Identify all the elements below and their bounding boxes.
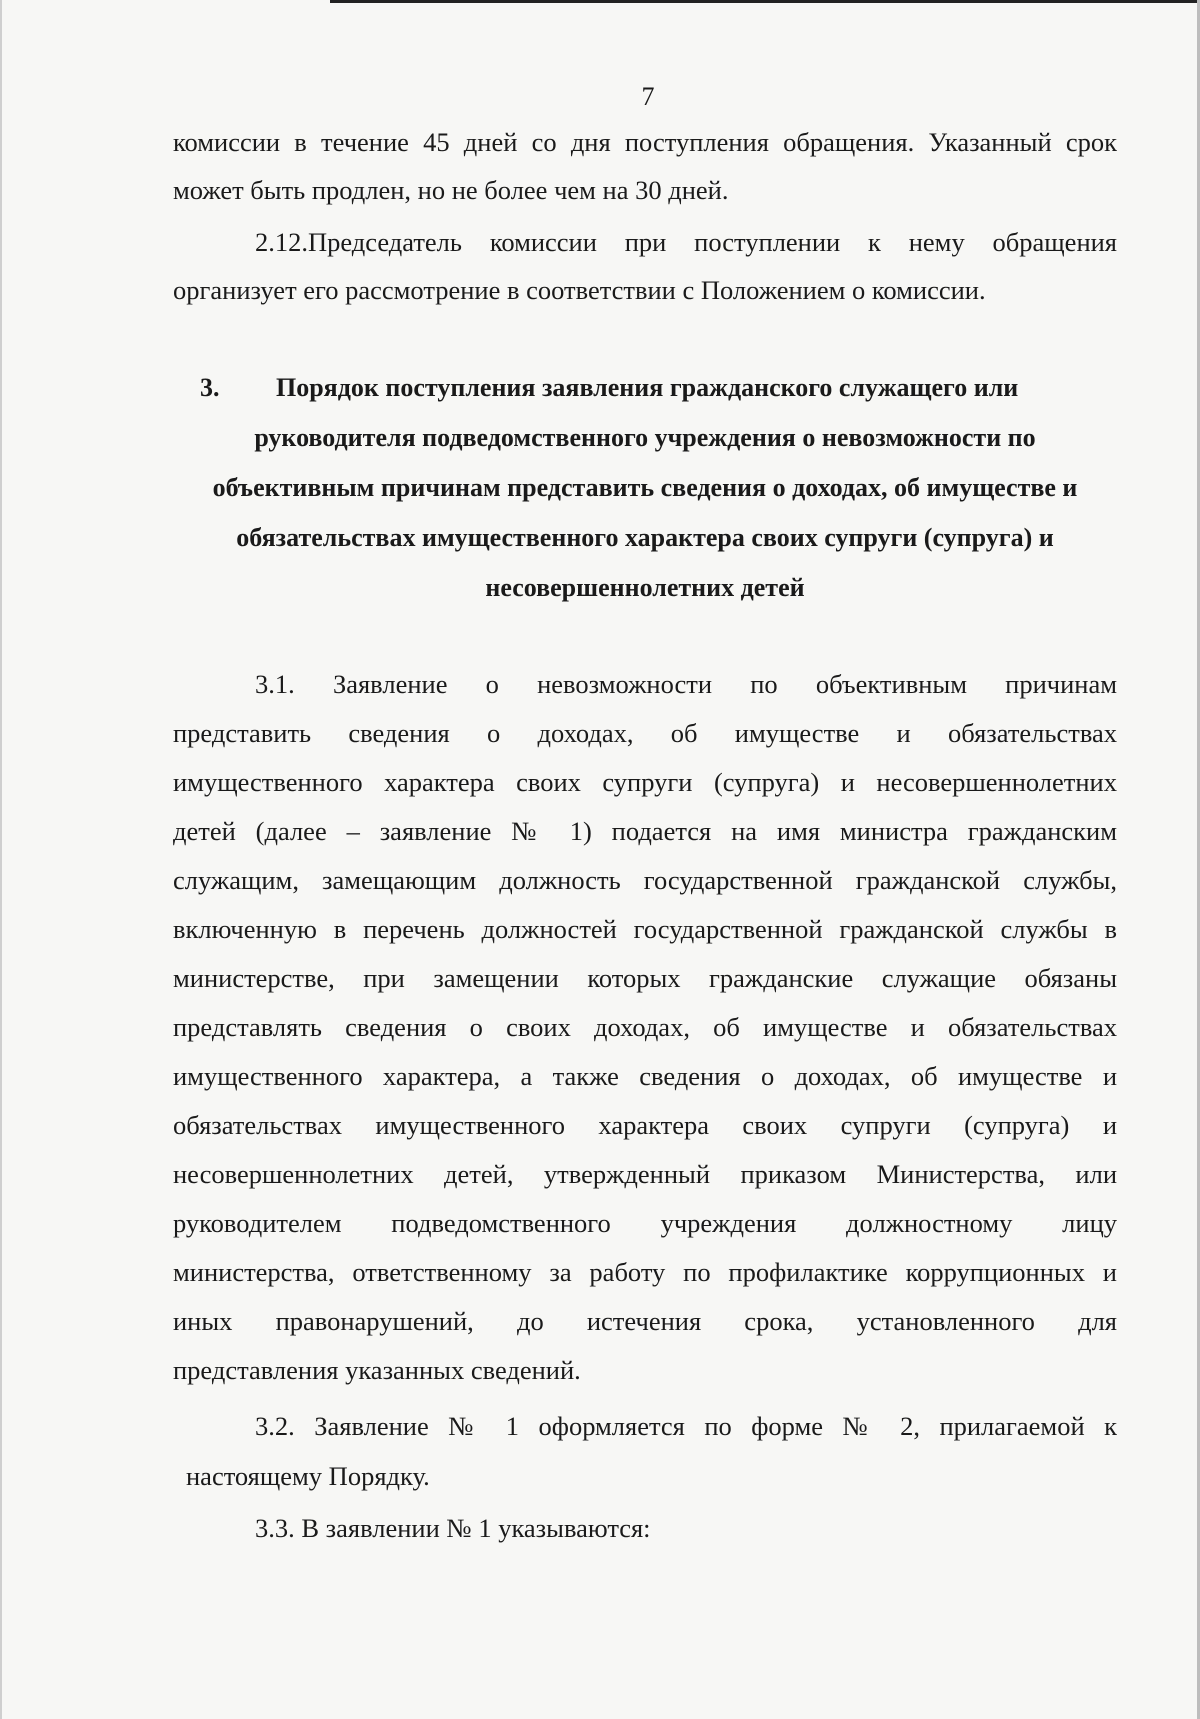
paragraph-line: представить сведения о доходах, об имуществе и обязательствах — [173, 718, 1117, 748]
section-number: 3. — [200, 373, 220, 402]
section-title-line: обязательствах имущественного характера своих супруги (супруга) и — [236, 523, 1054, 552]
paragraph-line: 3.3. В заявлении № 1 указываются: — [255, 1513, 651, 1543]
paragraph-line: руководителем подведомственного учреждения должностному лицу — [173, 1208, 1117, 1238]
paragraph-line: имущественного характера, а также сведения о доходах, об имуществе и — [173, 1061, 1117, 1091]
paragraph-line: представления указанных сведений. — [173, 1355, 581, 1385]
paragraph-line: несовершеннолетних детей, утвержденный приказом Министерства, или — [173, 1159, 1117, 1189]
section-title-line: несовершеннолетних детей — [485, 573, 805, 602]
paragraph-line: 3.1. Заявление о невозможности по объективным причинам — [255, 669, 1117, 699]
paragraph-line: детей (далее – заявление № 1) подается на имя министра гражданским — [173, 816, 1117, 846]
paragraph-line: 3.2. Заявление № 1 оформляется по форме № 2, прилагаемой к — [255, 1411, 1117, 1441]
paragraph-line: комиссии в течение 45 дней со дня поступления обращения. Указанный срок — [173, 127, 1117, 157]
paragraph-line: служащим, замещающим должность государственной гражданской службы, — [173, 865, 1117, 895]
section-title-line: руководителя подведомственного учреждения о невозможности по — [254, 423, 1036, 452]
paragraph-line: 2.12.Председатель комиссии при поступлении к нему обращения — [255, 227, 1117, 257]
section-title-line: Порядок поступления заявления гражданского служащего или — [276, 373, 1019, 402]
page-number: 7 — [641, 82, 655, 111]
paragraph-line: включенную в перечень должностей государственной гражданской службы в — [173, 914, 1117, 944]
paragraph-line: обязательствах имущественного характера своих супруги (супруга) и — [173, 1110, 1117, 1140]
section-title-line: объективным причинам представить сведения о доходах, об имуществе и — [212, 473, 1078, 502]
scan-edge-top — [330, 0, 1200, 3]
paragraph-line: представлять сведения о своих доходах, об имуществе и обязательствах — [173, 1012, 1117, 1042]
paragraph-line: иных правонарушений, до истечения срока, установленного для — [173, 1306, 1117, 1336]
paragraph-line: министерстве, при замещении которых гражданские служащие обязаны — [173, 963, 1117, 993]
section-heading-line — [200, 372, 1117, 404]
paragraph-line: настоящему Порядку. — [186, 1461, 430, 1491]
paragraph-line: может быть продлен, но не более чем на 30 дней. — [173, 175, 729, 205]
paragraph-line: организует его рассмотрение в соответствии с Положением о комиссии. — [173, 275, 986, 305]
scan-edge-left — [0, 0, 2, 1719]
paragraph-line: имущественного характера своих супруги (супруга) и несовершеннолетних — [173, 767, 1117, 797]
paragraph-line: министерства, ответственному за работу по профилактике коррупционных и — [173, 1257, 1117, 1287]
